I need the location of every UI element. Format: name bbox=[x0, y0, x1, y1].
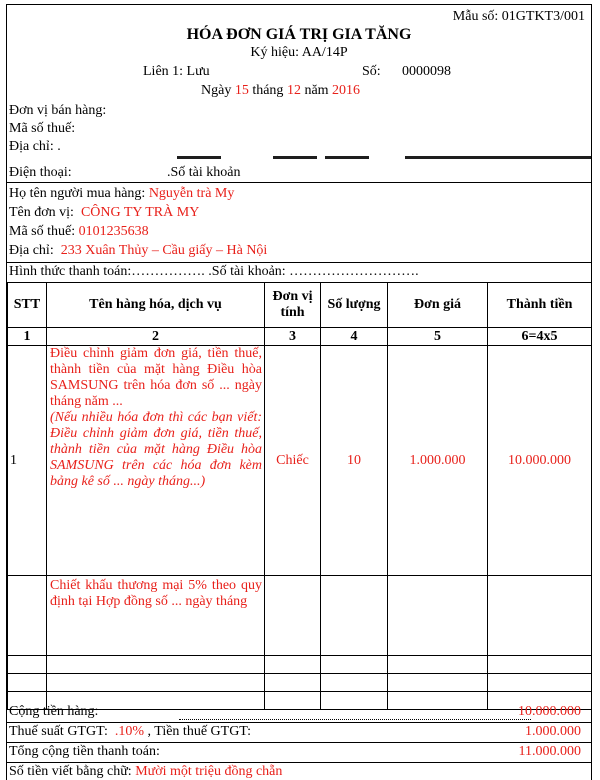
divider bbox=[7, 762, 591, 763]
col-header-name: Tên hàng hóa, dịch vụ bbox=[47, 283, 265, 328]
col-header-amount: Thành tiền bbox=[488, 283, 592, 328]
row-description-text: Điều chỉnh giảm đơn giá, tiền thuế, thành tiền của mặt hàng Điều hòa SAMSUNG trên hóa đơn số ... ngày tháng năm ... bbox=[50, 346, 262, 409]
redaction-mark bbox=[177, 156, 221, 159]
seller-account-label: .Số tài khoản bbox=[167, 165, 241, 180]
row-description-note: (Nếu nhiều hóa đơn thì các bạn viết: Điều chỉnh giảm đơn giá, tiền thuế, thành tiền của mặt hàng Điều hòa SAMSUNG trên các hóa đơn kèm bảng kê số ... ngày tháng...) bbox=[50, 410, 262, 489]
invoice-copy: Liên 1: Lưu bbox=[143, 64, 210, 79]
subtotal-value: 10.000.000 bbox=[518, 704, 581, 719]
invoice-symbol: Ký hiệu: AA/14P bbox=[250, 45, 348, 60]
table-row bbox=[8, 656, 592, 674]
payment-method: Hình thức thanh toán:……………. .Số tài khoản: ………………………. bbox=[9, 264, 419, 279]
col-header-price: Đơn giá bbox=[388, 283, 488, 328]
buyer-unit: Tên đơn vị: CÔNG TY TRÀ MY bbox=[9, 205, 200, 220]
row-description: Chiết khấu thương mại 5% theo quy định tại Hợp đồng số ... ngày tháng bbox=[47, 576, 265, 656]
subtotal-label: Cộng tiền hàng: bbox=[9, 704, 99, 719]
buyer-address: Địa chỉ: 233 Xuân Thủy – Cầu giấy – Hà Nội bbox=[9, 243, 268, 258]
seller-phone-label: Điện thoại: bbox=[9, 165, 72, 180]
redaction-mark bbox=[273, 156, 317, 159]
invoice-title: HÓA ĐƠN GIÁ TRỊ GIA TĂNG bbox=[186, 26, 412, 43]
divider bbox=[7, 182, 591, 183]
buyer-name: Họ tên người mua hàng: Nguyễn trà My bbox=[9, 186, 235, 201]
row-amount: 10.000.000 bbox=[488, 346, 592, 576]
seller-unit-label: Đơn vị bán hàng: bbox=[9, 103, 107, 118]
row-stt: 1 bbox=[8, 346, 47, 576]
grand-total-value: 11.000.000 bbox=[518, 744, 581, 759]
redaction-mark bbox=[405, 156, 591, 159]
col-number: 2 bbox=[47, 328, 265, 346]
amount-in-words: Số tiền viết bằng chữ: Mười một triệu đồng chẵn bbox=[9, 764, 283, 779]
col-number: 1 bbox=[8, 328, 47, 346]
invoice-date: Ngày 15 tháng 12 năm 2016 bbox=[201, 83, 361, 98]
row-unit: Chiếc bbox=[265, 346, 321, 576]
col-number: 5 bbox=[388, 328, 488, 346]
col-header-quantity: Số lượng bbox=[321, 283, 388, 328]
table-row bbox=[8, 346, 592, 576]
col-number: 6=4x5 bbox=[488, 328, 592, 346]
buyer-tax-code: Mã số thuế: 0101235638 bbox=[9, 224, 149, 239]
table-row bbox=[8, 674, 592, 692]
divider bbox=[7, 742, 591, 743]
grand-total-label: Tổng cộng tiền thanh toán: bbox=[9, 744, 160, 759]
table-row bbox=[8, 576, 592, 656]
row-quantity: 10 bbox=[321, 346, 388, 576]
column-number-row bbox=[8, 328, 592, 346]
table-header-row bbox=[8, 283, 592, 328]
seller-address-label: Địa chỉ: . bbox=[9, 139, 61, 154]
form-number: Mẫu số: 01GTKT3/001 bbox=[452, 9, 585, 24]
vat-line: Thuế suất GTGT: .10% , Tiền thuế GTGT: bbox=[9, 724, 252, 739]
invoice-number: 0000098 bbox=[402, 64, 451, 79]
divider bbox=[7, 722, 591, 723]
row-description bbox=[47, 346, 265, 576]
redaction-mark bbox=[325, 156, 369, 159]
seller-tax-code-label: Mã số thuế: bbox=[9, 121, 76, 136]
col-header-unit: Đơn vị tính bbox=[265, 283, 321, 328]
divider bbox=[7, 262, 591, 263]
col-number: 4 bbox=[321, 328, 388, 346]
dotted-line bbox=[179, 719, 531, 720]
col-header-stt: STT bbox=[8, 283, 47, 328]
vat-amount-value: 1.000.000 bbox=[525, 724, 581, 739]
items-table bbox=[7, 282, 592, 710]
invoice-number-label: Số: bbox=[362, 64, 381, 79]
invoice-frame bbox=[6, 4, 592, 780]
row-price: 1.000.000 bbox=[388, 346, 488, 576]
col-number: 3 bbox=[265, 328, 321, 346]
